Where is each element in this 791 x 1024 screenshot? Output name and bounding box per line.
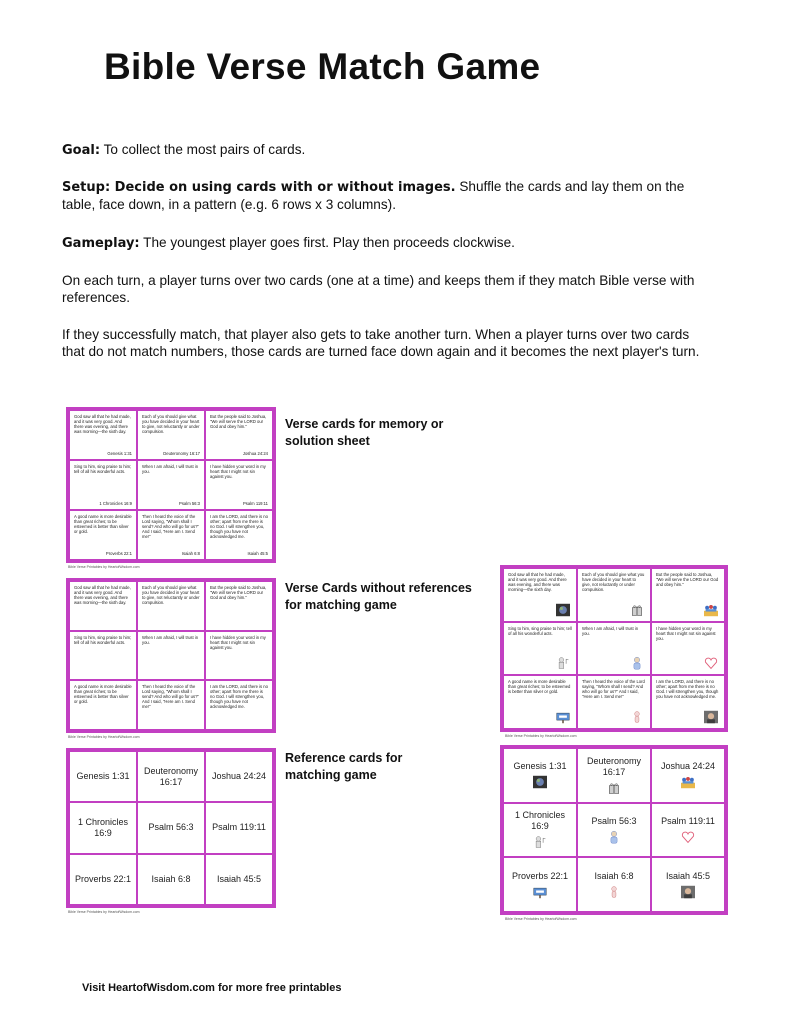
verse-card-with-image bbox=[651, 675, 725, 729]
verse-text: I am the LORD, and there is no other; apart from me there is no God. I will strengthen you, though you have not acknowledged me. bbox=[210, 514, 268, 539]
verse-text: Each of you should give what you have decided in your heart to give, not reluctantly or under compulsion. bbox=[582, 572, 645, 592]
verse-cards-without-references-sheet bbox=[66, 578, 276, 733]
sheet-footer: Bible Verse Printables by HeartofWisdom.com bbox=[505, 734, 577, 738]
verse-card bbox=[137, 460, 205, 510]
verse-text: Sing to him, sing praise to him; tell of all his wonderful acts. bbox=[74, 464, 132, 474]
verse-cards-with-references-sheet bbox=[66, 407, 276, 563]
gift-icon bbox=[629, 603, 645, 617]
verse-reference: Psalm 119:11 bbox=[243, 501, 268, 506]
reference-cards-sheet bbox=[66, 748, 276, 908]
heart-outline-icon bbox=[703, 656, 719, 670]
singer-icon bbox=[532, 835, 548, 849]
reference-text: Proverbs 22:1 bbox=[74, 873, 132, 884]
verse-card bbox=[69, 510, 137, 560]
verse-card-with-image bbox=[503, 568, 577, 622]
verse-text: I have hidden your word in my heart that I might not sin against you. bbox=[210, 634, 266, 650]
verse-text: Sing to him, sing praise to him; tell of all his wonderful acts. bbox=[74, 634, 132, 645]
verse-text: Sing to him, sing praise to him; tell of all his wonderful acts. bbox=[508, 625, 572, 636]
verse-card bbox=[69, 680, 137, 730]
reference-card-with-image bbox=[651, 857, 725, 912]
reference-card bbox=[69, 751, 137, 802]
reference-text: Joshua 24:24 bbox=[211, 771, 267, 782]
verse-text: But the people said to Joshua, "We will serve the LORD our God and obey him." bbox=[210, 414, 267, 429]
reference-text: 1 Chronicles 16:9 bbox=[77, 816, 129, 838]
reference-card bbox=[205, 854, 273, 905]
gift-icon bbox=[606, 781, 622, 795]
verse-card bbox=[205, 410, 273, 460]
verse-cards-with-images-sheet bbox=[500, 565, 728, 732]
reference-text: Deuteronomy 16:17 bbox=[586, 755, 642, 777]
verse-card bbox=[205, 460, 273, 510]
verse-text: I am the LORD, and there is no other; apart from me there is no God. I will strengthen you, though you have not acknowledged me. bbox=[210, 684, 268, 710]
verse-card bbox=[205, 581, 273, 631]
verse-text: A good name is more desirable than great riches; to be esteemed is better than silver or gold. bbox=[74, 684, 132, 705]
verse-card bbox=[137, 410, 205, 460]
verse-text: Then I heard the voice of the Lord saying, "Whom shall I send? And who will go for us?" And I said, "Here am I. Send me!" bbox=[142, 514, 199, 539]
reference-text: Isaiah 6:8 bbox=[151, 873, 191, 884]
verse-text: God saw all that he had made, and it was very good. And there was evening, and there was morning—the sixth day. bbox=[508, 572, 567, 592]
gameplay-paragraph bbox=[62, 234, 702, 252]
sheet-footer: Bible Verse Printables by HeartofWisdom.com bbox=[68, 565, 140, 569]
child-icon bbox=[606, 885, 622, 899]
sign-icon bbox=[555, 710, 571, 724]
verse-card bbox=[137, 631, 205, 681]
reference-card bbox=[205, 751, 273, 802]
verse-text: I have hidden your word in my heart that I might not sin against you. bbox=[210, 464, 266, 479]
verse-text: God saw all that he had made, and it was very good. And there was evening, and there was morning—the sixth day. bbox=[74, 585, 131, 605]
reference-card-with-image bbox=[503, 857, 577, 912]
reference-text: Psalm 56:3 bbox=[148, 822, 194, 833]
match-paragraph: If they successfully match, that player also gets to take another turn. When a player turns over two cards that do not match numbers, those cards are turned face down again and it becomes the next player's turn. bbox=[62, 327, 700, 359]
verse-card bbox=[69, 460, 137, 510]
gameplay-label: Gameplay: bbox=[62, 236, 140, 251]
verse-cards-label: Verse cards for memory or solution sheet bbox=[285, 417, 444, 448]
reference-text: Deuteronomy 16:17 bbox=[143, 765, 199, 787]
verse-text: When I am afraid, I will trust in you. bbox=[142, 464, 199, 474]
verse-text: When I am afraid, I will trust in you. bbox=[582, 625, 639, 636]
reference-card-with-image bbox=[651, 803, 725, 858]
goal-text: To collect the most pairs of cards. bbox=[103, 142, 306, 157]
child-praying-icon bbox=[606, 830, 622, 844]
reference-card bbox=[205, 802, 273, 853]
verse-card bbox=[205, 510, 273, 560]
verse-card-with-image bbox=[651, 568, 725, 622]
verse-reference: Genesis 1:31 bbox=[107, 451, 132, 456]
reference-card-with-image bbox=[577, 748, 651, 803]
verse-card bbox=[205, 680, 273, 730]
page-title: Bible Verse Match Game bbox=[104, 46, 541, 87]
gameplay-text: The youngest player goes first. Play then proceeds clockwise. bbox=[143, 235, 515, 250]
reference-card bbox=[137, 854, 205, 905]
verse-card bbox=[205, 631, 273, 681]
verse-text: Each of you should give what you have decided in your heart to give, not reluctantly or under compulsion. bbox=[142, 414, 200, 434]
verse-text: But the people said to Joshua, "We will serve the LORD our God and obey him." bbox=[210, 585, 267, 600]
reference-cards-with-images-sheet bbox=[500, 745, 728, 915]
verse-card bbox=[69, 631, 137, 681]
verse-card bbox=[137, 680, 205, 730]
child-praying-icon bbox=[629, 656, 645, 670]
family-icon bbox=[680, 775, 696, 789]
verse-card-with-image bbox=[503, 622, 577, 676]
reference-text: Genesis 1:31 bbox=[76, 771, 130, 782]
verse-card bbox=[137, 510, 205, 560]
verse-text: Each of you should give what you have decided in your heart to give, not reluctantly or under compulsion. bbox=[142, 585, 200, 605]
sign-icon bbox=[532, 885, 548, 899]
setup-label: Setup: Decide on using cards with or without images. bbox=[62, 180, 456, 195]
verse-text: But the people said to Joshua, "We will serve the LORD our God and obey him." bbox=[656, 572, 719, 587]
verse-text: I am the LORD, and there is no other; apart from me there is no God. I will strengthen you, though you have not acknowledged me. bbox=[656, 679, 719, 700]
verse-cards-no-ref-label: Verse Cards without references for matching game bbox=[285, 581, 472, 612]
singer-icon bbox=[555, 656, 571, 670]
sheet-footer: Bible Verse Printables by HeartofWisdom.com bbox=[505, 917, 577, 921]
setup-paragraph bbox=[62, 178, 702, 213]
reference-card-with-image bbox=[503, 748, 577, 803]
verse-card-with-image bbox=[651, 622, 725, 676]
verse-reference: 1 Chronicles 16:9 bbox=[99, 501, 132, 506]
reference-text: Psalm 119:11 bbox=[212, 822, 266, 833]
reference-text: Proverbs 22:1 bbox=[511, 870, 569, 881]
heart-outline-icon bbox=[680, 830, 696, 844]
reference-card-with-image bbox=[577, 857, 651, 912]
earth-photo-icon bbox=[555, 603, 571, 617]
verse-text: When I am afraid, I will trust in you. bbox=[142, 634, 199, 645]
reference-text: Genesis 1:31 bbox=[513, 761, 567, 772]
sheet-footer: Bible Verse Printables by HeartofWisdom.com bbox=[68, 910, 140, 914]
verse-card-with-image bbox=[577, 675, 651, 729]
verse-card-with-image bbox=[577, 622, 651, 676]
reference-cards-label: Reference cards for matching game bbox=[285, 751, 403, 782]
verse-text: Then I heard the voice of the Lord saying, "Whom shall I send? And who will go for us?" And I said, "Here am I. Send me!" bbox=[142, 684, 199, 710]
verse-text: I have hidden your word in my heart that I might not sin against you. bbox=[656, 625, 716, 641]
reference-text: Isaiah 45:5 bbox=[665, 870, 711, 881]
verse-card bbox=[69, 581, 137, 631]
reference-card-with-image bbox=[651, 748, 725, 803]
reference-text: Isaiah 45:5 bbox=[216, 873, 262, 884]
turn-paragraph: On each turn, a player turns over two cards (one at a time) and keeps them if they match Bible verse with references. bbox=[62, 273, 695, 305]
goal-label: Goal: bbox=[62, 143, 101, 158]
verse-card bbox=[137, 581, 205, 631]
face-photo-icon bbox=[703, 710, 719, 724]
reference-card bbox=[69, 802, 137, 853]
verse-text: A good name is more desirable than great riches; to be esteemed is better than silver or gold. bbox=[74, 514, 132, 534]
verse-card-with-image bbox=[577, 568, 651, 622]
verse-reference: Proverbs 22:1 bbox=[105, 551, 132, 556]
reference-card-with-image bbox=[503, 803, 577, 858]
verse-text: God saw all that he had made, and it was very good. And there was evening, and there was morning—the sixth day. bbox=[74, 414, 131, 434]
earth-photo-icon bbox=[532, 775, 548, 789]
verse-reference: Deuteronomy 16:17 bbox=[163, 451, 200, 456]
reference-card bbox=[137, 751, 205, 802]
reference-text: Psalm 119:11 bbox=[661, 815, 715, 826]
reference-card-with-image bbox=[577, 803, 651, 858]
reference-text: Joshua 24:24 bbox=[660, 761, 716, 772]
child-icon bbox=[629, 710, 645, 724]
verse-reference: Joshua 24:24 bbox=[242, 451, 268, 456]
setup-text: Shuffle the cards and lay them on the table, face down, in a pattern (e.g. 6 rows x 3 columns). bbox=[62, 179, 685, 212]
verse-text: A good name is more desirable than great riches; to be esteemed is better than silver or gold. bbox=[508, 679, 571, 695]
verse-reference: Psalm 56:3 bbox=[179, 501, 200, 506]
verse-reference: Isaiah 45:5 bbox=[247, 551, 268, 556]
verse-reference: Isaiah 6:8 bbox=[181, 551, 200, 556]
sheet-footer: Bible Verse Printables by HeartofWisdom.com bbox=[68, 735, 140, 739]
family-icon bbox=[703, 603, 719, 617]
reference-card bbox=[137, 802, 205, 853]
footer-link-text: Visit HeartofWisdom.com for more free printables bbox=[82, 982, 342, 994]
face-photo-icon bbox=[680, 885, 696, 899]
reference-text: Isaiah 6:8 bbox=[594, 870, 634, 881]
reference-card bbox=[69, 854, 137, 905]
verse-text: Then I heard the voice of the Lord saying, "Whom shall I send? And who will go for us?" And I said, "Here am I. Send me!" bbox=[582, 679, 645, 700]
verse-card-with-image bbox=[503, 675, 577, 729]
verse-card bbox=[69, 410, 137, 460]
reference-text: Psalm 56:3 bbox=[591, 815, 637, 826]
goal-paragraph bbox=[62, 141, 702, 159]
reference-text: 1 Chronicles 16:9 bbox=[514, 810, 566, 832]
